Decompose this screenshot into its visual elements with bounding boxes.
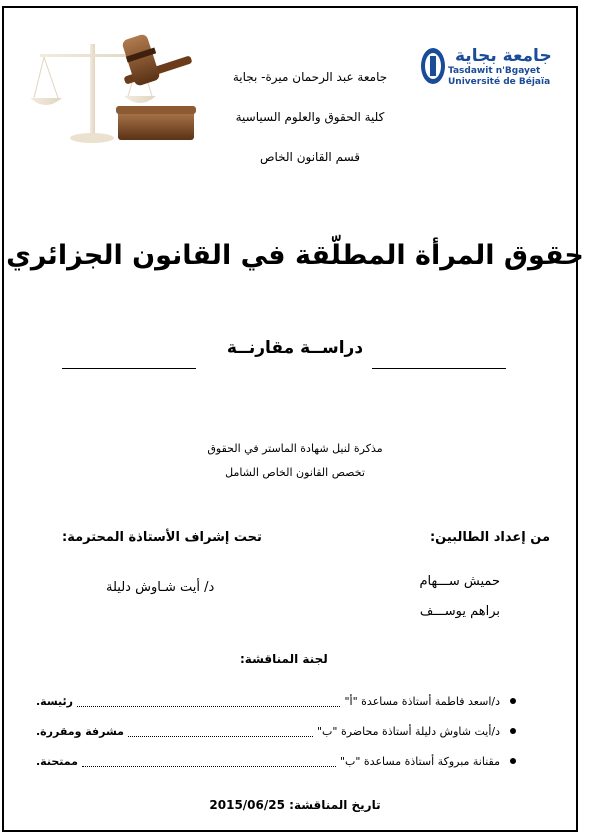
bullet-icon bbox=[510, 698, 516, 704]
committee-member-role: رئيسة. bbox=[36, 694, 73, 708]
dotted-leader bbox=[77, 696, 340, 707]
justice-scale-gavel-image bbox=[28, 26, 208, 150]
university-logo-french-line1: Tasdawit n'Bgayet bbox=[448, 66, 541, 76]
bullet-icon bbox=[510, 758, 516, 764]
supervisor-heading: تحت إشراف الأستاذة المحترمة: bbox=[62, 530, 262, 545]
committee-member-name: د/اسعد فاطمة أستاذة مساعدة "أ" bbox=[344, 694, 500, 708]
university-logo-arabic: جامعة بجاية bbox=[455, 46, 552, 66]
student-name-2: براهم يوســـف bbox=[419, 604, 500, 619]
thesis-title: حقوق المرأة المطلّقة في القانون الجزائري bbox=[6, 240, 584, 271]
department-name: قسم القانون الخاص bbox=[259, 150, 361, 164]
committee-member-role: مشرفة ومقررة. bbox=[36, 724, 124, 738]
university-emblem-icon bbox=[420, 46, 446, 86]
committee-member-name: د/أيت شاوش دليلة أستاذة محاضرة "ب" bbox=[316, 724, 500, 738]
committee-heading: لجنة المناقشة: bbox=[240, 652, 328, 666]
university-logo-french bbox=[448, 66, 550, 88]
committee-member bbox=[36, 692, 516, 710]
discussion-date-value: 2015/06/25 bbox=[209, 798, 285, 812]
university-name: جامعة عبد الرحمان ميرة- بجاية bbox=[232, 70, 388, 84]
dotted-leader bbox=[128, 726, 313, 737]
memo-degree: مذكرة لنيل شهادة الماستر في الحقوق bbox=[207, 442, 383, 455]
discussion-date-label: تاريخ المناقشة: bbox=[289, 798, 381, 812]
committee-member bbox=[36, 752, 516, 770]
student-name-1: حميش ســـهام bbox=[419, 574, 500, 589]
faculty-name: كلية الحقوق والعلوم السياسية bbox=[235, 110, 385, 124]
university-logo-french-line2: Université de Béjaïa bbox=[448, 77, 551, 87]
bullet-icon bbox=[510, 728, 516, 734]
committee-member bbox=[36, 722, 516, 740]
dotted-leader bbox=[82, 756, 336, 767]
memo-specialty: تخصص القانون الخاص الشامل bbox=[225, 466, 365, 479]
discussion-date bbox=[0, 798, 590, 812]
students-heading: من إعداد الطالبين: bbox=[429, 530, 550, 545]
committee-member-name: مقنانة مبروكة أستاذة مساعدة "ب" bbox=[339, 754, 500, 768]
subtitle-rule-left bbox=[62, 368, 196, 369]
supervisor-name: د/ أيت شـاوش دليلة bbox=[106, 580, 215, 595]
subtitle-rule-right bbox=[372, 368, 506, 369]
thesis-subtitle: دراســة مقارنــة bbox=[226, 338, 364, 358]
committee-member-role: ممتحنة. bbox=[36, 754, 78, 768]
